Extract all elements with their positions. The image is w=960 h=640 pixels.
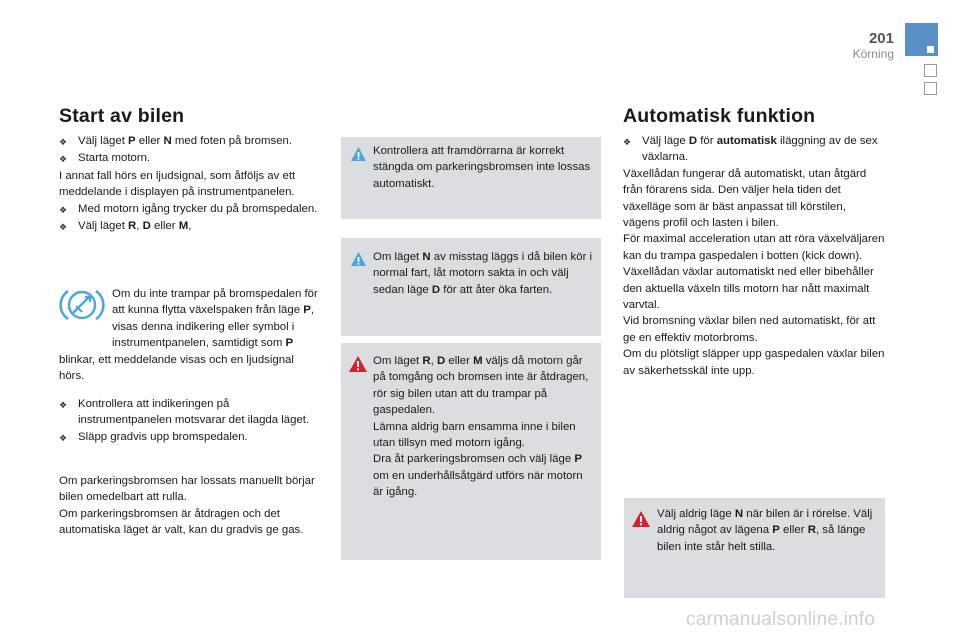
- chapter-tab: [905, 23, 938, 56]
- paragraph: Om du plötsligt släpper upp gaspedalen växlar bilen av säkerhetsskäl inte upp.: [623, 348, 885, 377]
- paragraph: För maximal acceleration utan att röra växelväljaren kan du trampa gaspedalen i botten (kick down). Växellådan växlar automatiskt ned eller bibehåller den aktuella växeln tills motorn har nått maximalt varvtal.: [623, 233, 885, 312]
- list-item: ❖ Starta motorn.: [59, 152, 151, 165]
- start-heading: Start av bilen: [59, 105, 185, 127]
- start-steps: [59, 133, 321, 235]
- paragraph: Om parkeringsbromsen har lossats manuellt börjar bilen omedelbart att rulla.: [59, 475, 315, 504]
- paragraph: Om parkeringsbromsen är åtdragen och det automatiska läget är valt, kan du gradvis ge gas.: [59, 507, 304, 537]
- tab-marker: [927, 46, 934, 53]
- list-item: ❖ Kontrollera att indikeringen på instrumentpanelen motsvarar det ilagda läget.: [59, 398, 310, 427]
- brake-indicator-text: Om du inte trampar på bromspedalen för att kunna flytta växelspaken från läge P, visas denna indikering eller symbol i instrumentpanelen, samtidigt som P blinkar, ett meddelande visas och en ljudsignal hörs.: [59, 288, 318, 383]
- info-icon: [350, 251, 367, 268]
- warning-text-neutral: Välj aldrig läge N när bilen är i rörelse. Välj aldrig något av lägena P eller R, så länge bilen inte står helt stilla.: [657, 508, 873, 553]
- info-text-doors: Kontrollera att framdörrarna är korrekt stängda om parkeringsbromsen inte lossas automatiskt.: [373, 145, 591, 190]
- list-item: ❖ Välj läget R, D eller M,: [59, 220, 192, 233]
- list-item: ❖ Välj läget P eller N med foten på bromsen.: [59, 135, 293, 147]
- watermark: carmanualsonline.info: [686, 609, 876, 630]
- page-number: 201: [868, 30, 894, 47]
- auto-heading: Automatisk funktion: [623, 105, 816, 127]
- warning-icon: [631, 510, 651, 528]
- chapter-tab-outline: [924, 64, 937, 77]
- warning-text-idle: Om läget R, D eller M väljs då motorn går på tomgång och bromsen inte är åtdragen, rör sig bilen utan att du trampar på gaspedalen. Lämna aldrig barn ensamma inne i bilen utan tillsyn med motorn igång. Dra åt parkeringsbromsen och välj läge P om en underhållsåtgärd utförs när motorn är igång.: [373, 355, 589, 499]
- chapter-tab-outline: [924, 82, 937, 95]
- paragraph: I annat fall hörs en ljudsignal, som åtföljs av ett meddelande i displayen på instrumentpanelen.: [59, 169, 296, 199]
- info-text-neutral: Om läget N av misstag läggs i då bilen kör i normal fart, låt motorn sakta in och välj sedan läge D för att åter öka farten.: [373, 251, 593, 296]
- list-item: ❖ Släpp gradvis upp bromspedalen.: [59, 430, 248, 443]
- auto-text: [623, 133, 885, 379]
- list-item: ❖ Välj läge D för automatisk iläggning av de sex växlarna.: [623, 135, 878, 164]
- list-item: ❖ Med motorn igång trycker du på bromspedalen.: [59, 202, 318, 215]
- parking-brake-text: [59, 473, 321, 539]
- paragraph: Växellådan fungerar då automatiskt, utan åtgärd från förarens sida. Den väljer hela tiden det växelläge som är bäst anpassat till körstilen, vägens profil och lasten i bilen.: [623, 167, 867, 230]
- start-steps-2: [59, 396, 321, 446]
- warning-icon: [348, 355, 368, 373]
- info-icon: [350, 146, 367, 163]
- section-label: Körning: [852, 47, 894, 61]
- paragraph: Vid bromsning växlar bilen ned automatiskt, för att ge en effektiv motorbroms.: [623, 315, 876, 344]
